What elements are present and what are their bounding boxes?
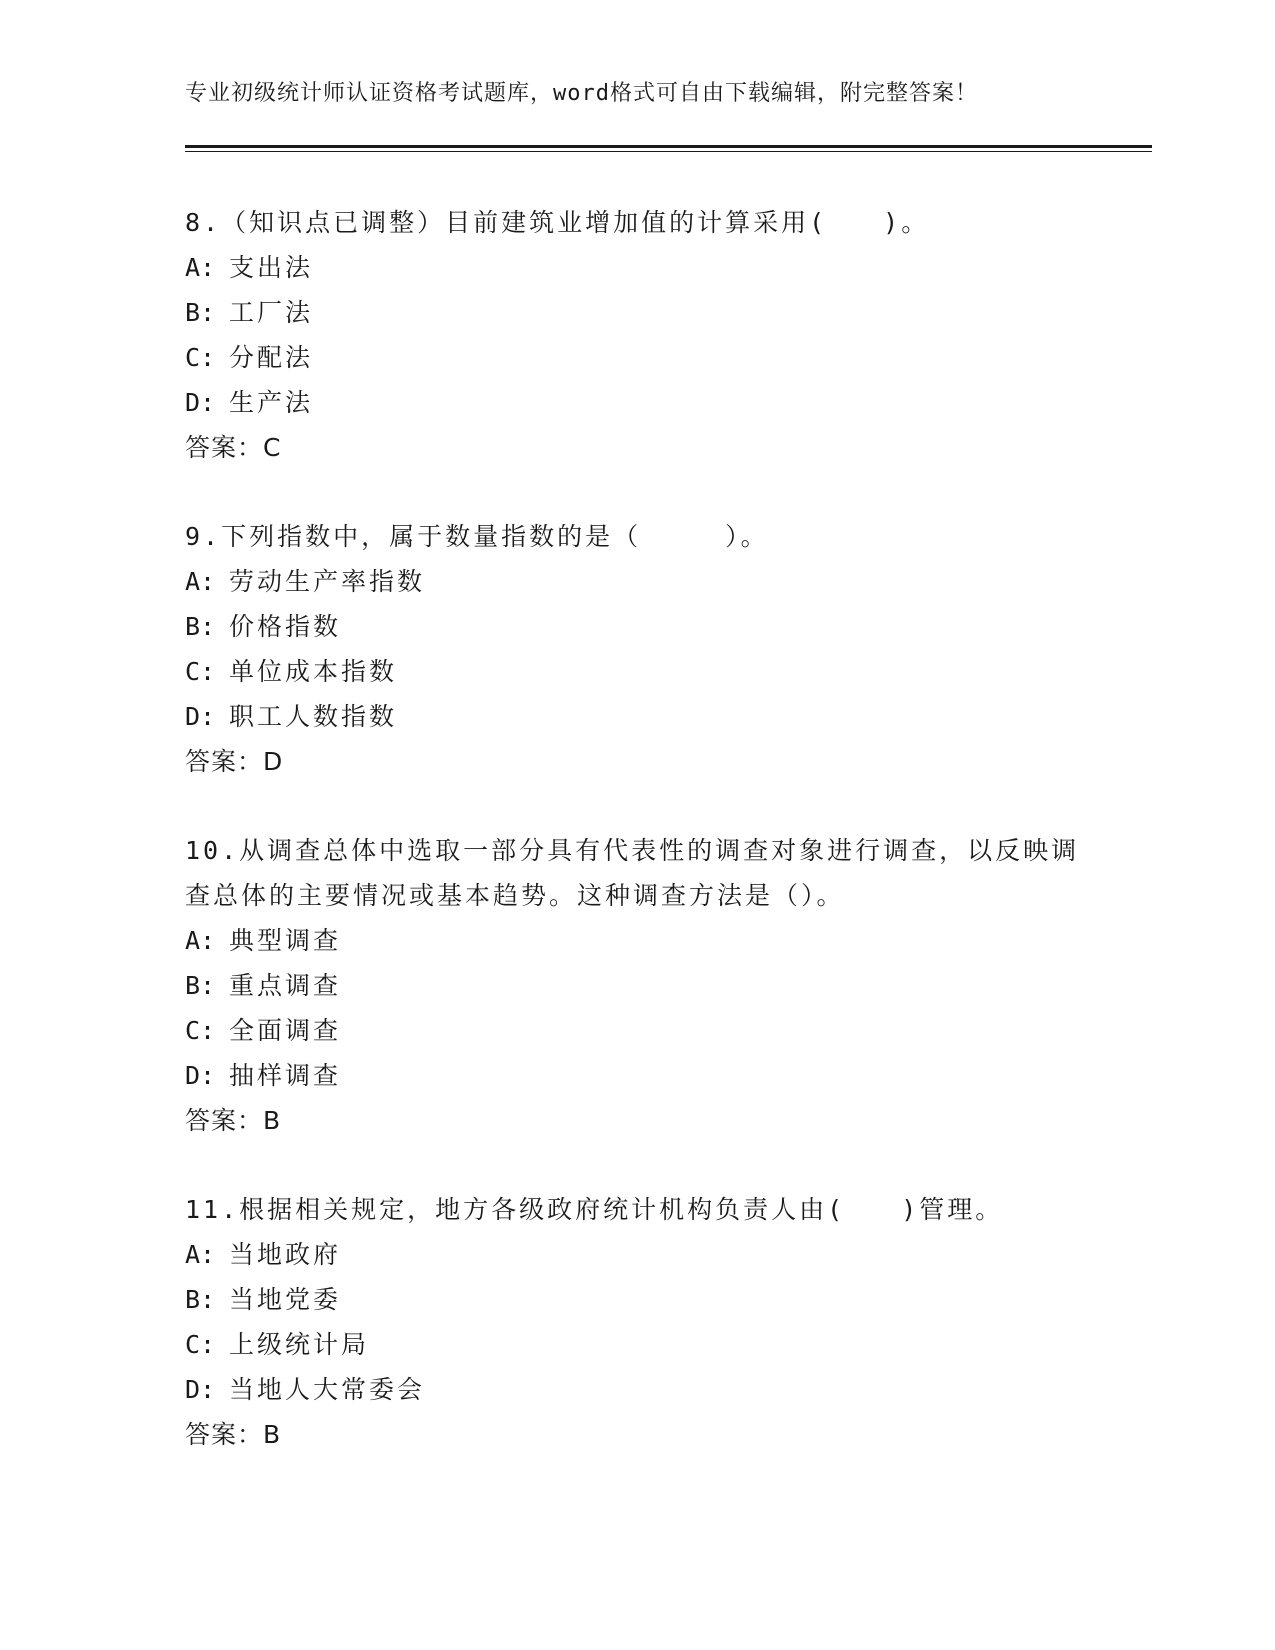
option-text: 生产法 bbox=[229, 388, 314, 417]
question-9 bbox=[185, 514, 1085, 784]
option-text: 工厂法 bbox=[229, 298, 314, 327]
option-letter: C: bbox=[185, 1016, 216, 1045]
option-text: 价格指数 bbox=[229, 612, 342, 641]
option-d bbox=[185, 380, 1085, 425]
option-c bbox=[185, 649, 1085, 694]
option-c bbox=[185, 335, 1085, 380]
question-8 bbox=[185, 200, 1085, 470]
header-rule-thin bbox=[185, 151, 1152, 152]
option-letter: B: bbox=[185, 612, 216, 641]
option-letter: A: bbox=[185, 1240, 216, 1269]
option-c bbox=[185, 1322, 1085, 1367]
option-a bbox=[185, 245, 1085, 290]
option-letter: A: bbox=[185, 253, 216, 282]
answer-line: 答案：C bbox=[185, 433, 282, 462]
option-letter: C: bbox=[185, 657, 216, 686]
answer-line: 答案：B bbox=[185, 1420, 282, 1449]
question-10 bbox=[185, 828, 1085, 1143]
option-letter: B: bbox=[185, 971, 216, 1000]
option-letter: A: bbox=[185, 567, 216, 596]
option-a bbox=[185, 918, 1085, 963]
option-a bbox=[185, 559, 1085, 604]
option-letter: B: bbox=[185, 298, 216, 327]
option-a bbox=[185, 1232, 1085, 1277]
option-letter: B: bbox=[185, 1285, 216, 1314]
option-d bbox=[185, 1367, 1085, 1412]
option-text: 典型调查 bbox=[229, 926, 342, 955]
option-text: 职工人数指数 bbox=[229, 702, 398, 731]
option-text: 抽样调查 bbox=[229, 1061, 342, 1090]
option-d bbox=[185, 694, 1085, 739]
answer-line: 答案：D bbox=[185, 747, 284, 776]
option-letter: C: bbox=[185, 343, 216, 372]
option-letter: C: bbox=[185, 1330, 216, 1359]
page-header: 专业初级统计师认证资格考试题库，word格式可自由下载编辑，附完整答案！ bbox=[185, 81, 978, 106]
option-text: 当地党委 bbox=[229, 1285, 342, 1314]
option-letter: D: bbox=[185, 388, 216, 417]
option-d bbox=[185, 1053, 1085, 1098]
option-text: 分配法 bbox=[229, 343, 314, 372]
option-text: 全面调查 bbox=[229, 1016, 342, 1045]
option-text: 上级统计局 bbox=[229, 1330, 370, 1359]
option-letter: D: bbox=[185, 1375, 216, 1404]
option-b bbox=[185, 604, 1085, 649]
option-text: 劳动生产率指数 bbox=[229, 567, 426, 596]
option-text: 重点调查 bbox=[229, 971, 342, 1000]
option-letter: D: bbox=[185, 702, 216, 731]
option-letter: D: bbox=[185, 1061, 216, 1090]
option-c bbox=[185, 1008, 1085, 1053]
option-text: 支出法 bbox=[229, 253, 314, 282]
option-b bbox=[185, 963, 1085, 1008]
header-rule bbox=[185, 145, 1152, 148]
answer-line: 答案：B bbox=[185, 1106, 282, 1135]
question-stem: 8.（知识点已调整）目前建筑业增加值的计算采用( )。 bbox=[185, 208, 930, 237]
option-b bbox=[185, 290, 1085, 335]
question-11 bbox=[185, 1187, 1085, 1457]
question-stem: 9.下列指数中，属于数量指数的是（ ）。 bbox=[185, 522, 769, 551]
question-list bbox=[185, 200, 1085, 1501]
question-stem: 11.根据相关规定，地方各级政府统计机构负责人由( )管理。 bbox=[185, 1195, 1004, 1224]
option-text: 当地人大常委会 bbox=[229, 1375, 426, 1404]
option-b bbox=[185, 1277, 1085, 1322]
question-stem: 10.从调查总体中选取一部分具有代表性的调查对象进行调查，以反映调查总体的主要情况或基本趋势。这种调查方法是（）。 bbox=[185, 836, 1080, 910]
option-text: 当地政府 bbox=[229, 1240, 342, 1269]
option-text: 单位成本指数 bbox=[229, 657, 398, 686]
option-letter: A: bbox=[185, 926, 216, 955]
